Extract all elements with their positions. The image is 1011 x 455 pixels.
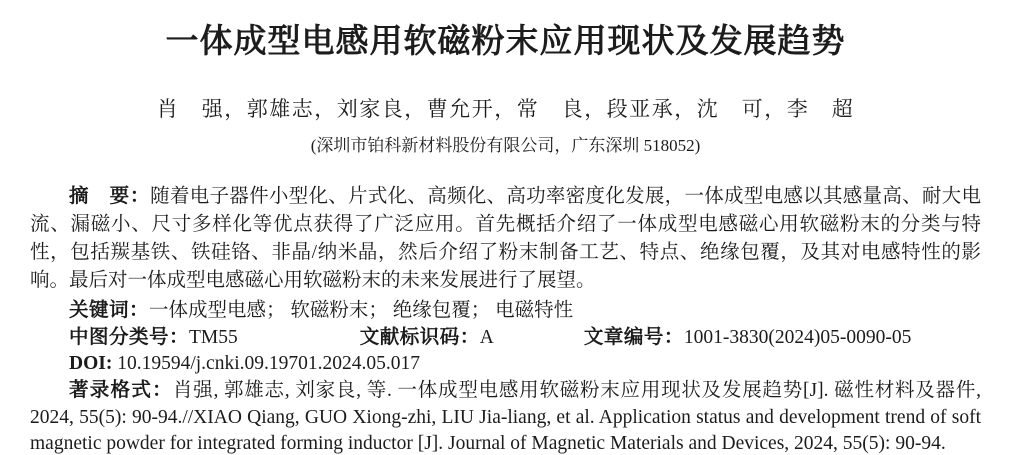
article-no-label: 文章编号： bbox=[583, 326, 684, 348]
keywords-text: 一体成型电感； 软磁粉末； 绝缘包覆； 电磁特性 bbox=[149, 300, 574, 321]
article-no-value: 1001-3830(2024)05-0090-05 bbox=[683, 327, 912, 348]
doc-code-label: 文献标识码： bbox=[359, 326, 480, 348]
authors-line: 肖 强，郭雄志，刘家良，曹允开，常 良，段亚承，沈 可，李 超 bbox=[156, 97, 855, 121]
abstract-paragraph bbox=[30, 182, 981, 295]
abstract-text: 随着电子器件小型化、片式化、高频化、高功率密度化发展，一体成型电感以其感量高、耐大电流、漏磁小、尺寸多样化等优点获得了广泛应用。首先概括介绍了一体成型电感磁心用软磁粉末的分类与特性，包括羰基铁、铁硅铬、非晶/纳米晶，然后介绍了粉末制备工艺、特点、绝缘包覆，及其对电感特性的影响。最后对一体成型电感磁心用软磁粉末的未来发展进行了展望。 bbox=[30, 186, 981, 291]
front-matter-block bbox=[30, 182, 981, 455]
classification-line bbox=[30, 324, 981, 351]
keywords-label: 关键词： bbox=[69, 299, 150, 321]
clc-value: TM55 bbox=[189, 327, 238, 348]
affiliation: (深圳市铂科新材料股份有限公司，广东深圳 518052) bbox=[310, 136, 701, 155]
clc-label: 中图分类号： bbox=[69, 326, 190, 348]
doi-label: DOI: bbox=[69, 353, 113, 374]
abstract-label: 摘 要： bbox=[69, 185, 151, 207]
citation-text: 肖强, 郭雄志, 刘家良, 等. 一体成型电感用软磁粉末应用现状及发展趋势[J]. 磁性材料及器件, 2024, 55(5): 90-94.//XIAO Qiang, GUO Xiong-zhi, LIU Jia-liang, et al. Application status and development trend of soft magnetic powder for integrated forming inductor [J]. Journal of Magnetic Materials and Devices, 2024, 55(5): 90-94. bbox=[30, 380, 981, 454]
doc-code-value: A bbox=[479, 327, 494, 348]
keywords-line bbox=[30, 297, 981, 324]
doi-line bbox=[30, 351, 981, 377]
citation-label: 著录格式： bbox=[69, 379, 173, 401]
citation-paragraph bbox=[30, 377, 981, 455]
doi-value: 10.19594/j.cnki.09.19701.2024.05.017 bbox=[117, 353, 421, 374]
page-title: 一体成型电感用软磁粉末应用现状及发展趋势 bbox=[165, 22, 846, 59]
